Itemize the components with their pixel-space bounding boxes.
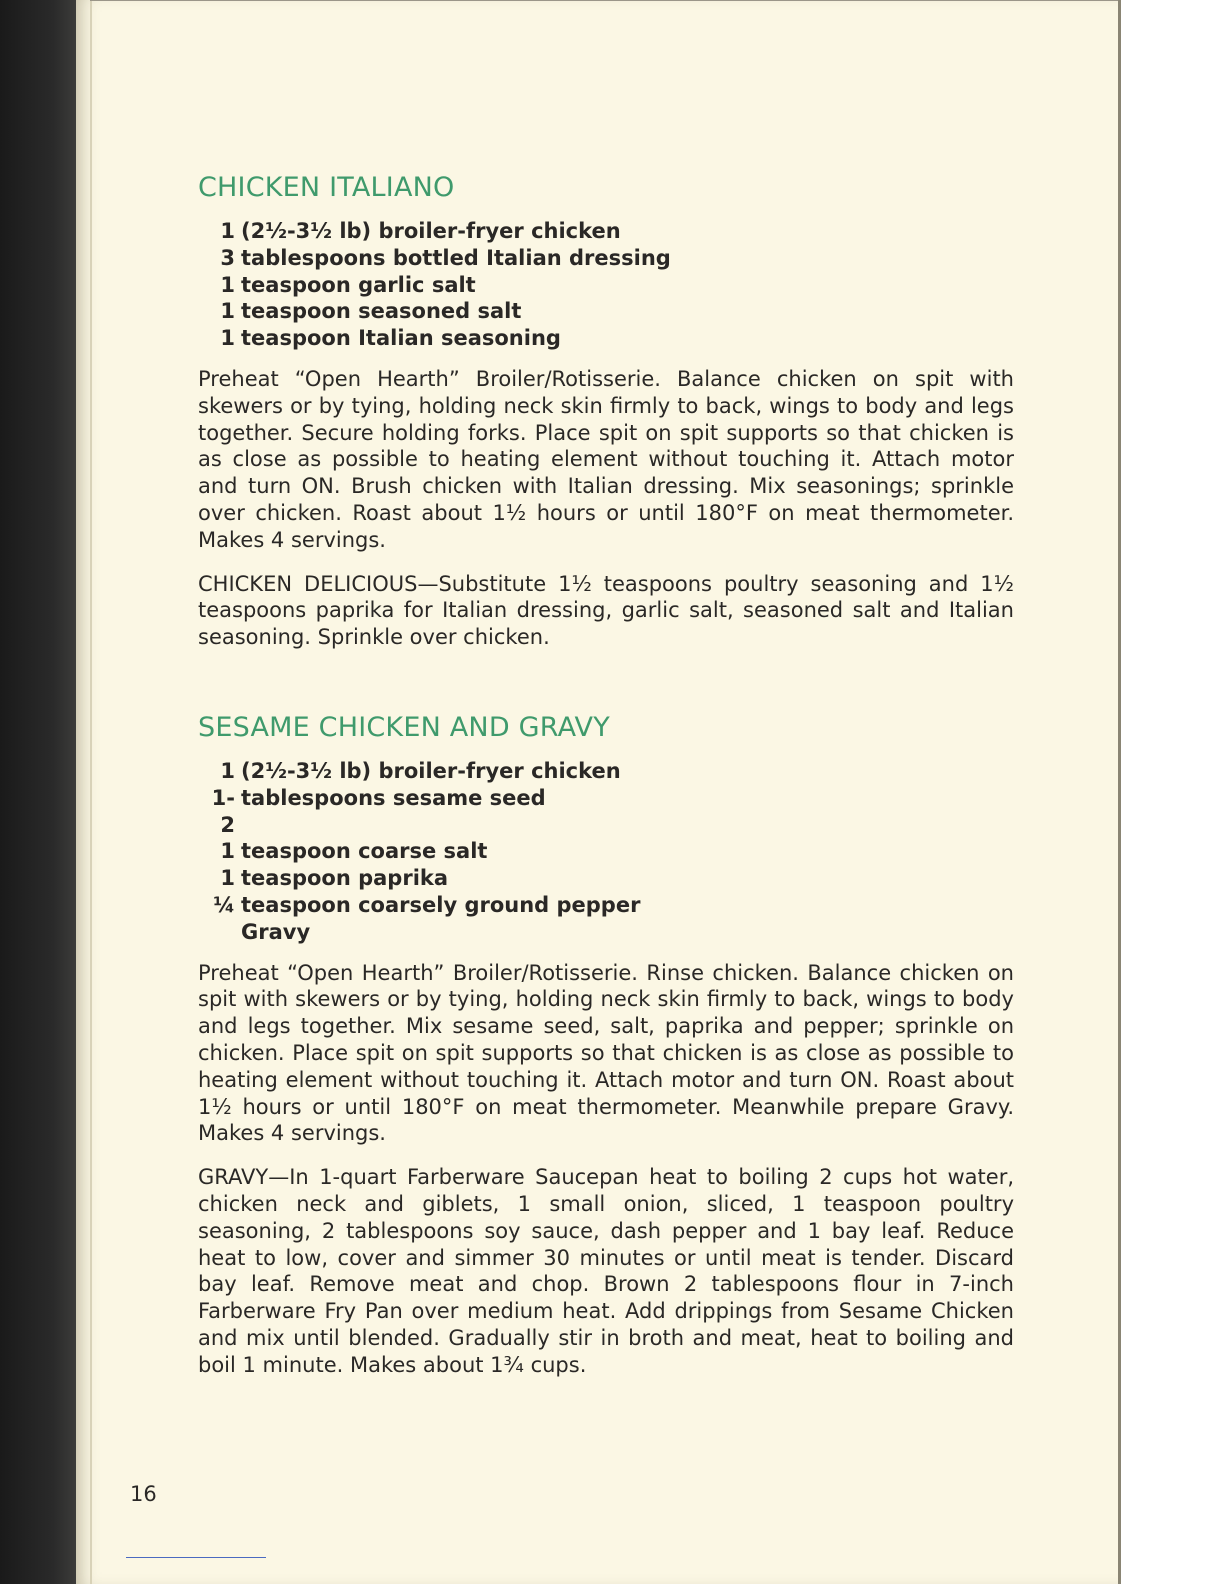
recipe-variation: CHICKEN DELICIOUS—Substitute 1½ teaspoons poultry seasoning and 1½ teaspoons paprika for Italian dressing, garlic salt, seasoned salt and Italian seasoning. Sprinkle over chicken. — [198, 571, 1014, 650]
recipe-title: SESAME CHICKEN AND GRAVY — [198, 711, 610, 743]
ingredient-qty: ¼ — [213, 892, 235, 917]
page-number: 16 — [130, 1482, 157, 1506]
ingredient-item — [198, 298, 1014, 325]
ingredient-text: teaspoon coarse salt — [241, 839, 488, 864]
ingredient-item — [198, 892, 1014, 919]
ingredient-text: teaspoon Italian seasoning — [241, 326, 561, 351]
ingredient-item — [198, 245, 1014, 272]
ingredient-item — [198, 919, 1014, 946]
ingredient-qty — [198, 919, 241, 946]
ingredient-qty: 1 — [220, 219, 235, 243]
recipe-directions: Preheat “Open Hearth” Broiler/Rotisserie. Rinse chicken. Balance chicken on spit with skewers or by tying, holding neck skin firmly to back, wings to body and legs together. Mix sesame seed, salt, paprika and pepper; sprinkle on chicken. Place spit on spit supports so that chicken is as close as possible to heating element without touching it. Attach motor and turn ON. Roast about 1½ hours or until 180°F on meat thermometer. Meanwhile prepare Gravy. Makes 4 servings. — [198, 960, 1014, 1146]
ingredient-text: (2½-3½ lb) broiler-fryer chicken — [241, 219, 621, 243]
ingredient-list — [198, 758, 1014, 946]
page-edge-line — [90, 0, 92, 1584]
ingredient-text: (2½-3½ lb) broiler-fryer chicken — [241, 758, 621, 783]
ingredient-qty: 1 — [220, 839, 235, 864]
ingredient-item — [198, 218, 1014, 245]
ingredient-qty: 1-2 — [211, 785, 235, 837]
ingredient-qty: 1 — [220, 758, 235, 783]
ingredient-text: Gravy — [241, 919, 311, 944]
scan-background — [1121, 0, 1224, 1584]
recipe-title: CHICKEN ITALIANO — [198, 172, 455, 203]
page-content — [198, 168, 1014, 1395]
recipe-sesame-chicken-and-gravy — [198, 708, 1014, 1379]
section-spacer — [198, 668, 1014, 708]
recipe-chicken-italiano — [198, 168, 1014, 651]
ingredient-item — [198, 325, 1014, 352]
ingredient-list — [198, 218, 1014, 352]
ingredient-text: teaspoon coarsely ground pepper — [241, 892, 641, 917]
ingredient-text: tablespoons sesame seed — [241, 785, 546, 810]
gravy-directions: GRAVY—In 1-quart Farberware Saucepan heat to boiling 2 cups hot water, chicken neck and giblets, 1 small onion, sliced, 1 teaspoon poultry seasoning, 2 tablespoons soy sauce, dash pepper and 1 bay leaf. Reduce heat to low, cover and simmer 30 minutes or until meat is tender. Discard bay leaf. Remove meat and chop. Brown 2 tablespoons flour in 7-inch Farberware Fry Pan over medium heat. Add drippings from Sesame Chicken and mix until blended. Gradually stir in broth and meat, heat to boiling and boil 1 minute. Makes about 1¾ cups. — [198, 1165, 1014, 1377]
ingredient-text: tablespoons bottled Italian dressing — [241, 245, 671, 270]
ingredient-text: teaspoon paprika — [241, 866, 449, 891]
ingredient-item — [198, 758, 1014, 785]
book-binding-shadow — [0, 0, 76, 1584]
page-top-edge — [90, 0, 1120, 1]
ingredient-item — [198, 865, 1014, 892]
recipe-directions: Preheat “Open Hearth” Broiler/Rotisserie. Balance chicken on spit with skewers or by tying, holding neck skin firmly to back, wings to body and legs together. Secure holding forks. Place spit on spit supports so that chicken is as close as possible to heating element without touching it. Attach motor and turn ON. Brush chicken with Italian dressing. Mix seasonings; sprinkle over chicken. Roast about 1½ hours or until 180°F on meat thermometer. Makes 4 servings. — [198, 366, 1014, 552]
ingredient-qty: 1 — [220, 299, 235, 324]
ingredient-item — [198, 838, 1014, 865]
ingredient-text: teaspoon garlic salt — [241, 272, 476, 297]
ingredient-qty: 1 — [220, 866, 235, 891]
ingredient-qty: 1 — [220, 326, 235, 351]
ingredient-item — [198, 785, 1014, 839]
scan-bottom-mark — [126, 1557, 266, 1558]
ingredient-text: teaspoon seasoned salt — [241, 299, 522, 324]
ingredient-qty: 1 — [220, 272, 235, 297]
ingredient-item — [198, 272, 1014, 299]
ingredient-qty: 3 — [220, 245, 235, 270]
